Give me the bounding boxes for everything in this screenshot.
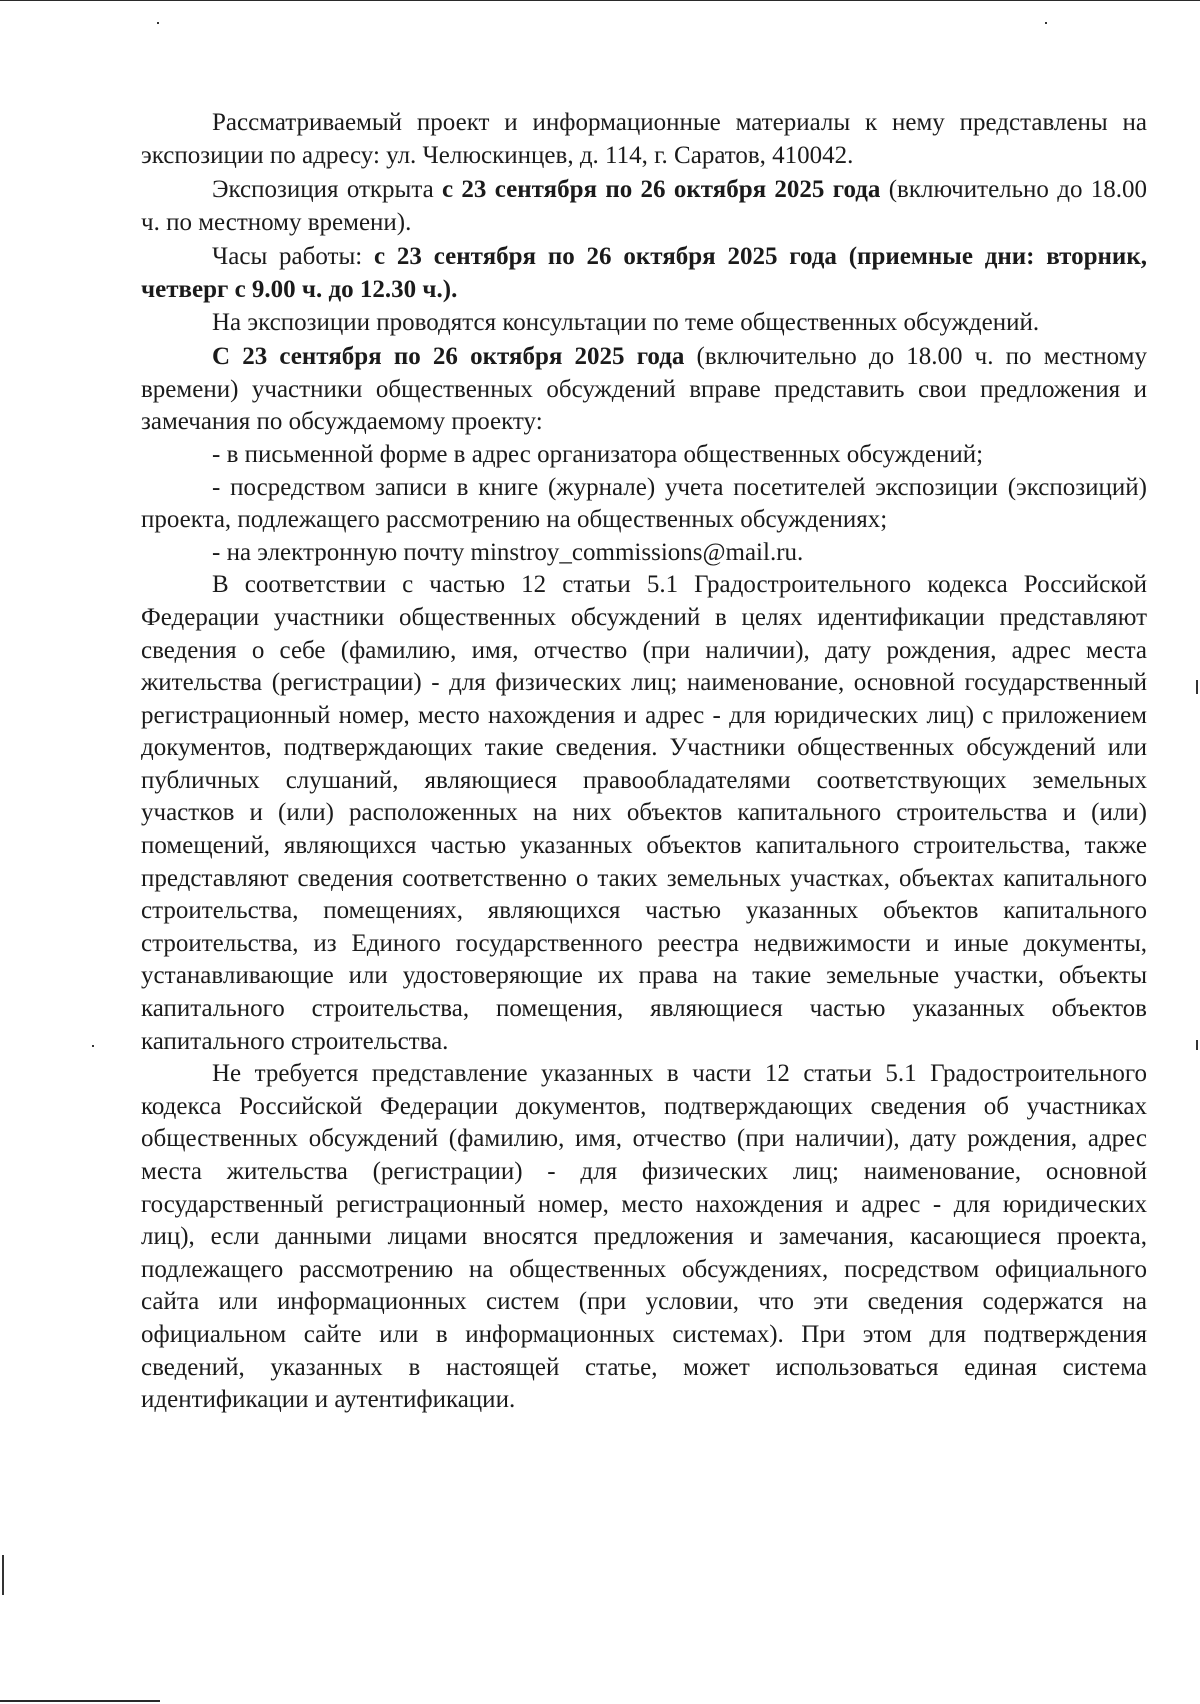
list-item-written-form: - в письменной форме в адрес организатора общественных обсуждений; (212, 440, 984, 468)
paragraph-consultations: На экспозиции проводятся консультации по теме общественных обсуждений. (212, 308, 1040, 336)
scan-speck (92, 1045, 94, 1047)
working-hours-lead: Часы работы: (212, 243, 375, 271)
paragraph-documents-not-required: Не требуется представление указанных в части 12 статьи 5.1 Градостроительного кодекса Российской Федерации документов, подтверждающих сведения об участниках общественных обсуждений (фамилию, имя, отчество (при наличии), дату рождения, адрес места жительства (регистрации) - для физических лиц; наименование, основной государственный регистрационный номер, место нахождения и адрес - для юридических лиц), если данными лицами вносятся предложения и замечания, касающиеся проекта, подлежащего рассмотрению на общественных обсуждениях, посредством официального сайта или информационных систем (при условии, что эти сведения содержатся на официальном сайте или в информационных системах). При этом для подтверждения сведений, указанных в настоящей статье, может использоваться единая система идентификации и аутентификации. (141, 1060, 1147, 1414)
scan-bottom-border (0, 1700, 160, 1702)
list-item-email: - на электронную почту minstroy_commissions@mail.ru. (212, 538, 804, 566)
paragraph-working-hours (141, 241, 1147, 306)
document-body (141, 107, 1147, 1417)
paragraph-exposition-address: Рассматриваемый проект и информационные материалы к нему представлены на экспозиции по адресу: ул. Челюскинцев, д. 114, г. Саратов, 410042. (141, 109, 1147, 169)
scan-edge-mark (1196, 1040, 1198, 1050)
exposition-dates-bold: с 23 сентября по 26 октября 2025 года (442, 176, 881, 204)
paragraph-exposition-dates (141, 174, 1147, 239)
submission-period-bold: С 23 сентября по 26 октября 2025 года (212, 343, 685, 371)
scan-speck (157, 22, 159, 24)
list-item-visitor-book: - посредством записи в книге (журнале) учета посетителей экспозиции (экспозиций) проекта, подлежащего рассмотрению на общественных обсуждениях; (141, 473, 1147, 534)
scan-edge-mark (1196, 680, 1198, 694)
scan-edge-mark (2, 1555, 4, 1595)
scan-speck (1045, 22, 1047, 24)
submission-period-tail: (включительно до 18.00 ч. по местному времени) участники общественных обсуждений вправе представить свои предложения и замечания по обсуждаемому проекту: (141, 343, 1147, 436)
scan-top-border (0, 0, 1200, 1)
exposition-tail-text: (включительно до 18.00 ч. по местному времени). (141, 176, 1147, 236)
paragraph-identification-requirements: В соответствии с частью 12 статьи 5.1 Градостроительного кодекса Российской Федерации участники общественных обсуждений в целях идентификации представляют сведения о себе (фамилию, имя, отчество (при наличии), дату рождения, адрес места жительства (регистрации) - для физических лиц; наименование, основной государственный регистрационный номер, место нахождения и адрес - для юридических лиц) с приложением документов, подтверждающих такие сведения. Участники общественных обсуждений или публичных слушаний, являющиеся правообладателями соответствующих земельных участков и (или) расположенных на них объектов капитального строительства и (или) помещений, являющихся частью указанных объектов капитального строительства, также представляют сведения соответственно о таких земельных участках, объектах капитального строительства, помещениях, являющихся частью указанных объектов капитального строительства, из Единого государственного реестра недвижимости и иные документы, устанавливающие или удостоверяющие их права на такие земельные участки, объекты капитального строительства, помещения, являющиеся частью указанных объектов капитального строительства. (141, 571, 1147, 1055)
paragraph-submission-period (141, 341, 1147, 439)
working-hours-bold: с 23 сентября по 26 октября 2025 года (приемные дни: вторник, четверг с 9.00 ч. до 12.30 ч.). (141, 243, 1147, 303)
exposition-lead-text: Экспозиция открыта (212, 176, 442, 204)
